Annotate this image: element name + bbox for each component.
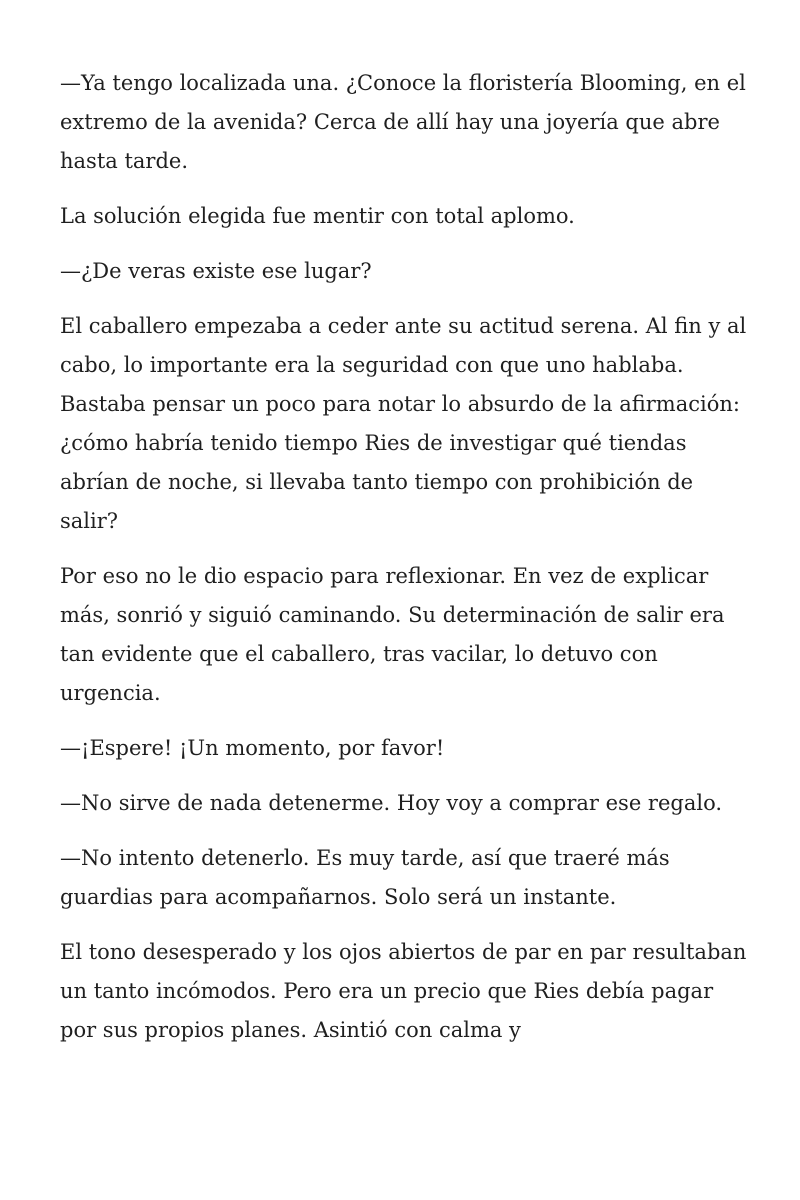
page-text: [60, 64, 750, 1066]
paragraph-9: El tono desesperado y los ojos abiertos de par en par resultaban un tanto incómodos. Pero era un precio que Ries debía pagar por sus propios planes. Asintió con calma y: [60, 940, 747, 1042]
paragraph-2: La solución elegida fue mentir con total aplomo.: [60, 204, 575, 228]
paragraph-6: —¡Espere! ¡Un momento, por favor!: [60, 736, 445, 760]
paragraph-4: El caballero empezaba a ceder ante su actitud serena. Al fin y al cabo, lo importante era la seguridad con que uno hablaba. Bastaba pensar un poco para notar lo absurdo de la afirmación: ¿cómo habría tenido tiempo Ries de investigar qué tiendas abrían de noche, si llevaba tanto tiempo con prohibición de salir?: [60, 314, 747, 533]
paragraph-7: —No sirve de nada detenerme. Hoy voy a comprar ese regalo.: [60, 791, 723, 815]
paragraph-1: —Ya tengo localizada una. ¿Conoce la floristería Blooming, en el extremo de la avenida? Cerca de allí hay una joyería que abre hasta tarde.: [60, 71, 746, 173]
paragraph-3: —¿De veras existe ese lugar?: [60, 259, 372, 283]
paragraph-5: Por eso no le dio espacio para reflexionar. En vez de explicar más, sonrió y siguió caminando. Su determinación de salir era tan evidente que el caballero, tras vacilar, lo detuvo con urgencia.: [60, 564, 725, 705]
paragraph-8: —No intento detenerlo. Es muy tarde, así que traeré más guardias para acompañarnos. Solo será un instante.: [60, 846, 670, 909]
